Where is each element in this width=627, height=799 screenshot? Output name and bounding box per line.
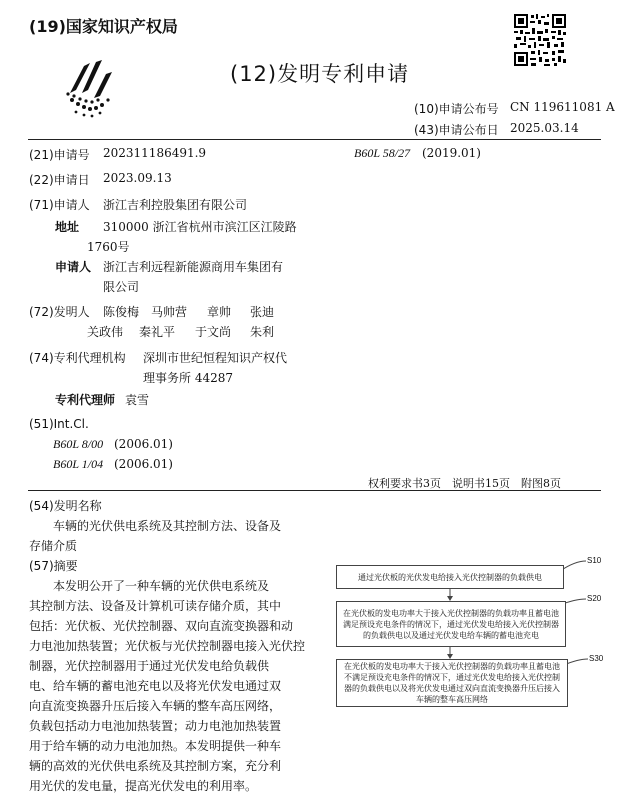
address-line-1: 310000 浙江省杭州市滨江区江陵路 [103,220,297,234]
flow-step-label-s10: S10 [587,556,602,565]
inventor: 于文尚 [195,325,232,339]
app-no-label: (21)申请号 [29,148,90,162]
flow-step-label-s20: S20 [587,594,602,603]
flow-step-s30 [336,659,568,707]
inventor-label: (72)发明人 [29,305,90,319]
flow-step-text: 在光伏板的发电功率大于接入光伏控制器的负载功率且蓄电池不满足预设充电条件的情况下，通过光伏发电给接入光伏控制器的负载供电以及将光伏发电通过双向直流变换器升压后接入车辆的整车高压网络 [344,662,560,704]
abstract-line: 制器，光伏控制器用于通过光伏发电给负载供 [29,659,270,673]
abstract-line: 用光伏的发电量，提高光伏发电的利用率。 [29,779,258,793]
address-label: 地址 [55,220,80,234]
abstract-line: 力电池加热装置；光伏板与光伏控制器电接入光伏控 [29,639,306,653]
pub-no-value: CN 119611081 A [510,100,615,114]
agency-line-2: 理事务所 44287 [143,371,233,385]
agency-line-1: 深圳市世纪恒程知识产权代 [143,351,288,365]
flow-step-s10 [336,565,564,589]
app-date-label: (22)申请日 [29,173,90,187]
page-counts: 权利要求书3页 说明书15页 附图8页 [368,477,561,490]
cnipa-logo [62,60,122,120]
intcl-code: B60L 8/00 [53,437,104,451]
document-type: (12)发明专利申请 [230,62,410,86]
abstract-line: 其控制方法、设备及计算机可读存储介质，其中 [29,599,282,613]
intcl-version: (2006.01) [114,457,173,471]
flow-step-s20 [336,601,566,647]
app-date-value: 2023.09.13 [103,171,172,185]
header-divider [28,139,601,140]
inventor: 秦礼平 [139,325,176,339]
flow-step-label-s30: S30 [589,654,604,663]
intcl-label: (51)Int.Cl. [29,417,89,431]
inventor: 章帅 [207,305,232,319]
title-line-1: 车辆的光伏供电系统及其控制方法、设备及 [53,519,282,533]
abstract-label: (57)摘要 [29,559,78,573]
address-line-2: 1760号 [87,240,130,254]
app-no-value: 202311186491.9 [103,146,207,160]
inventor: 陈俊梅 [103,305,140,319]
abstract-line: 用于给车辆的动力电池加热。本发明提供一种车 [29,739,282,753]
flow-step-text: 通过光伏板的光伏发电给接入光伏控制器的负载供电 [358,572,542,582]
abstract-line: 包括：光伏板、光伏控制器、双向直流变换器和动 [29,619,294,633]
applicant-1: 浙江吉利控股集团有限公司 [103,198,248,212]
abstract-line: 辆的高效的光伏供电系统及其控制方案，充分利 [29,759,282,773]
inventor: 朱利 [250,325,275,339]
title-label: (54)发明名称 [29,499,102,513]
office-name: (19)国家知识产权局 [29,17,178,36]
abstract-line: 本发明公开了一种车辆的光伏供电系统及 [53,579,270,593]
abstract-line: 电、给车辆的蓄电池充电以及将光伏发电通过双 [29,679,282,693]
agent-label: 专利代理师 [55,393,116,407]
inventor: 关政伟 [87,325,124,339]
pub-no-label: (10)申请公布号 [414,102,499,116]
qr-code [514,14,566,66]
pub-date-label: (43)申请公布日 [414,123,499,137]
agent-value: 袁雪 [125,393,150,407]
intcl-version: (2006.01) [114,437,173,451]
inventor: 张迪 [250,305,275,319]
applicant-2-line-1: 浙江吉利远程新能源商用车集团有 [103,260,284,274]
agency-label: (74)专利代理机构 [29,351,126,365]
flow-step-text: 在光伏板的发电功率大于接入光伏控制器的负载功率且蓄电池满足预设充电条件的情况下，通过光伏发电给接入光伏控制器的负载供电以及通过光伏发电给车辆的蓄电池充电 [343,608,559,640]
ipc-main-class: B60L 58/27 [354,146,411,160]
applicant-2-line-2: 限公司 [103,280,140,294]
ipc-main-version: (2019.01) [422,146,481,160]
abstract-line: 负载包括动力电池加热装置；动力电池加热装置 [29,719,282,733]
applicant-label: (71)申请人 [29,198,90,212]
pub-date-value: 2025.03.14 [510,121,579,135]
applicant-2-label: 申请人 [55,260,92,274]
intcl-code: B60L 1/04 [53,457,104,471]
abstract-line: 向直流变换器升压后接入车辆的整车高压网络， [29,699,282,713]
title-line-2: 存储介质 [29,539,78,553]
inventor: 马帅营 [151,305,188,319]
bib-divider [28,490,601,491]
